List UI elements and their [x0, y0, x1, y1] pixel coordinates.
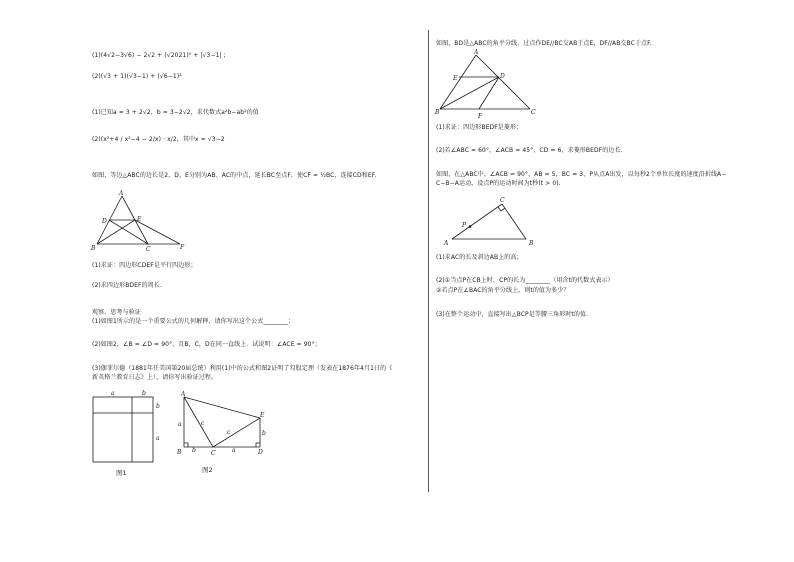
- side-b-bottom: b: [192, 447, 196, 454]
- trapezoid-figure: [174, 388, 270, 480]
- label-f: F: [180, 244, 185, 251]
- square-figure: [88, 388, 174, 480]
- observe-question-1: (1)如图1所示的是一个重要公式的几何解释，请你写出这个公式________；: [92, 318, 295, 325]
- label-c: C: [211, 450, 216, 457]
- moving-point-intro-b: C−B−A运动，设点P的运动时间为t秒(t > 0).: [436, 180, 561, 187]
- label-d: D: [102, 218, 107, 225]
- right-triangle-figure: [440, 192, 544, 250]
- rhombus-intro: 如图，BD是△ABC的角平分线，过点作DE//BC交AB于点E，DF//AB交BC于点F.: [436, 40, 652, 47]
- figure1-caption: 图1: [116, 469, 127, 477]
- label-p: P: [462, 222, 467, 229]
- rt-question-3: (3)在整个运动中，直接写出△BCP是等腰三角形时t的值.: [436, 311, 589, 318]
- label-a: A: [474, 49, 479, 56]
- label-b: B: [529, 240, 534, 247]
- side-a-bottom: a: [232, 447, 236, 454]
- label-e: E: [260, 412, 265, 419]
- calc-question-1: (1)(4√2−3√6) − 2√2 + (√2021)⁰ + |√3−1| ;: [92, 52, 226, 59]
- observe-question-3b: 新英格兰教育日志》上），请你写出验证过程。: [92, 374, 218, 381]
- side-a-right: a: [156, 435, 160, 442]
- label-e: E: [453, 75, 458, 82]
- side-b-top: b: [142, 390, 146, 397]
- column-divider: [428, 30, 429, 492]
- section-title: 观察、思考与验证: [92, 309, 141, 316]
- label-b: B: [435, 109, 440, 116]
- rhombus-side: (2)若∠ABC = 60°，∠ACB = 45°，CD = 6，求菱形BEDF的边长.: [436, 147, 623, 154]
- rt-question-2a: (2)①当点P在CB上时，CP的长为________（用含t的代数式表示）: [436, 277, 614, 284]
- side-c-right: c: [227, 429, 231, 436]
- perimeter-question: (2)求四边形BDEF的周长.: [92, 282, 162, 289]
- side-a-top: a: [111, 390, 115, 397]
- prove-parallelogram: (1)求证：四边形CDEF是平行四边形；: [92, 262, 197, 269]
- label-e: E: [137, 216, 142, 223]
- side-b-right: b: [262, 430, 266, 437]
- eval-question-1: (1)已知a = 3 + 2√2，b = 3−2√2，求代数式a²b−ab²的值: [92, 109, 259, 116]
- side-b-right: b: [156, 403, 160, 410]
- label-c: C: [531, 109, 536, 116]
- observe-question-2: (2)如图2，∠B = ∠D = 90°，且B，C，D在同一直线上．试说明：∠ACE = 90°；: [92, 341, 321, 348]
- label-b: B: [177, 449, 182, 456]
- rhombus-figure: [432, 48, 548, 122]
- label-a: A: [181, 391, 186, 398]
- label-a: A: [444, 240, 449, 247]
- label-c: C: [146, 246, 151, 253]
- observe-question-3a: (3)伽菲尔德（1881年任美国第20届总统）利用(1)中的公式和图2证明了勾股定理（发表在1876年4月1日的《: [92, 365, 393, 372]
- label-c: C: [500, 197, 505, 204]
- label-b: B: [91, 245, 96, 252]
- label-f: F: [478, 113, 483, 120]
- rt-question-1: (1)求AC的长及斜边AB上的高；: [436, 254, 523, 261]
- eval-question-2: (2)(x²+4 / x²−4 − 2/x) · x/2，其中x = √3−2: [92, 136, 225, 143]
- rt-question-2b: ②若点P在∠BAC的角平分线上，则t的值为多少？: [436, 287, 570, 294]
- figure2-caption: 图2: [202, 466, 213, 474]
- label-d: D: [500, 73, 505, 80]
- moving-point-intro-a: 如图，在△ABC中，∠ACB = 90°，AB = 5，BC = 3，P从点A出发，以每秒2个单位长度的速度沿折线A−: [436, 171, 727, 178]
- label-d: D: [258, 449, 263, 456]
- side-a-left: a: [178, 421, 182, 428]
- calc-question-2: (2)(√3 + 1)(√3−1) + (√6−1)²: [92, 73, 182, 80]
- equilateral-figure: [88, 188, 198, 254]
- label-a: A: [119, 190, 124, 197]
- side-c-left: c: [201, 420, 205, 427]
- equilateral-intro: 如图，等边△ABC的边长是2，D、E分别为AB、AC的中点，延长BC至点F，使CF = ½BC，连接CD和EF.: [92, 172, 377, 179]
- rhombus-prove: (1)求证：四边形BEDF是菱形；: [436, 124, 523, 131]
